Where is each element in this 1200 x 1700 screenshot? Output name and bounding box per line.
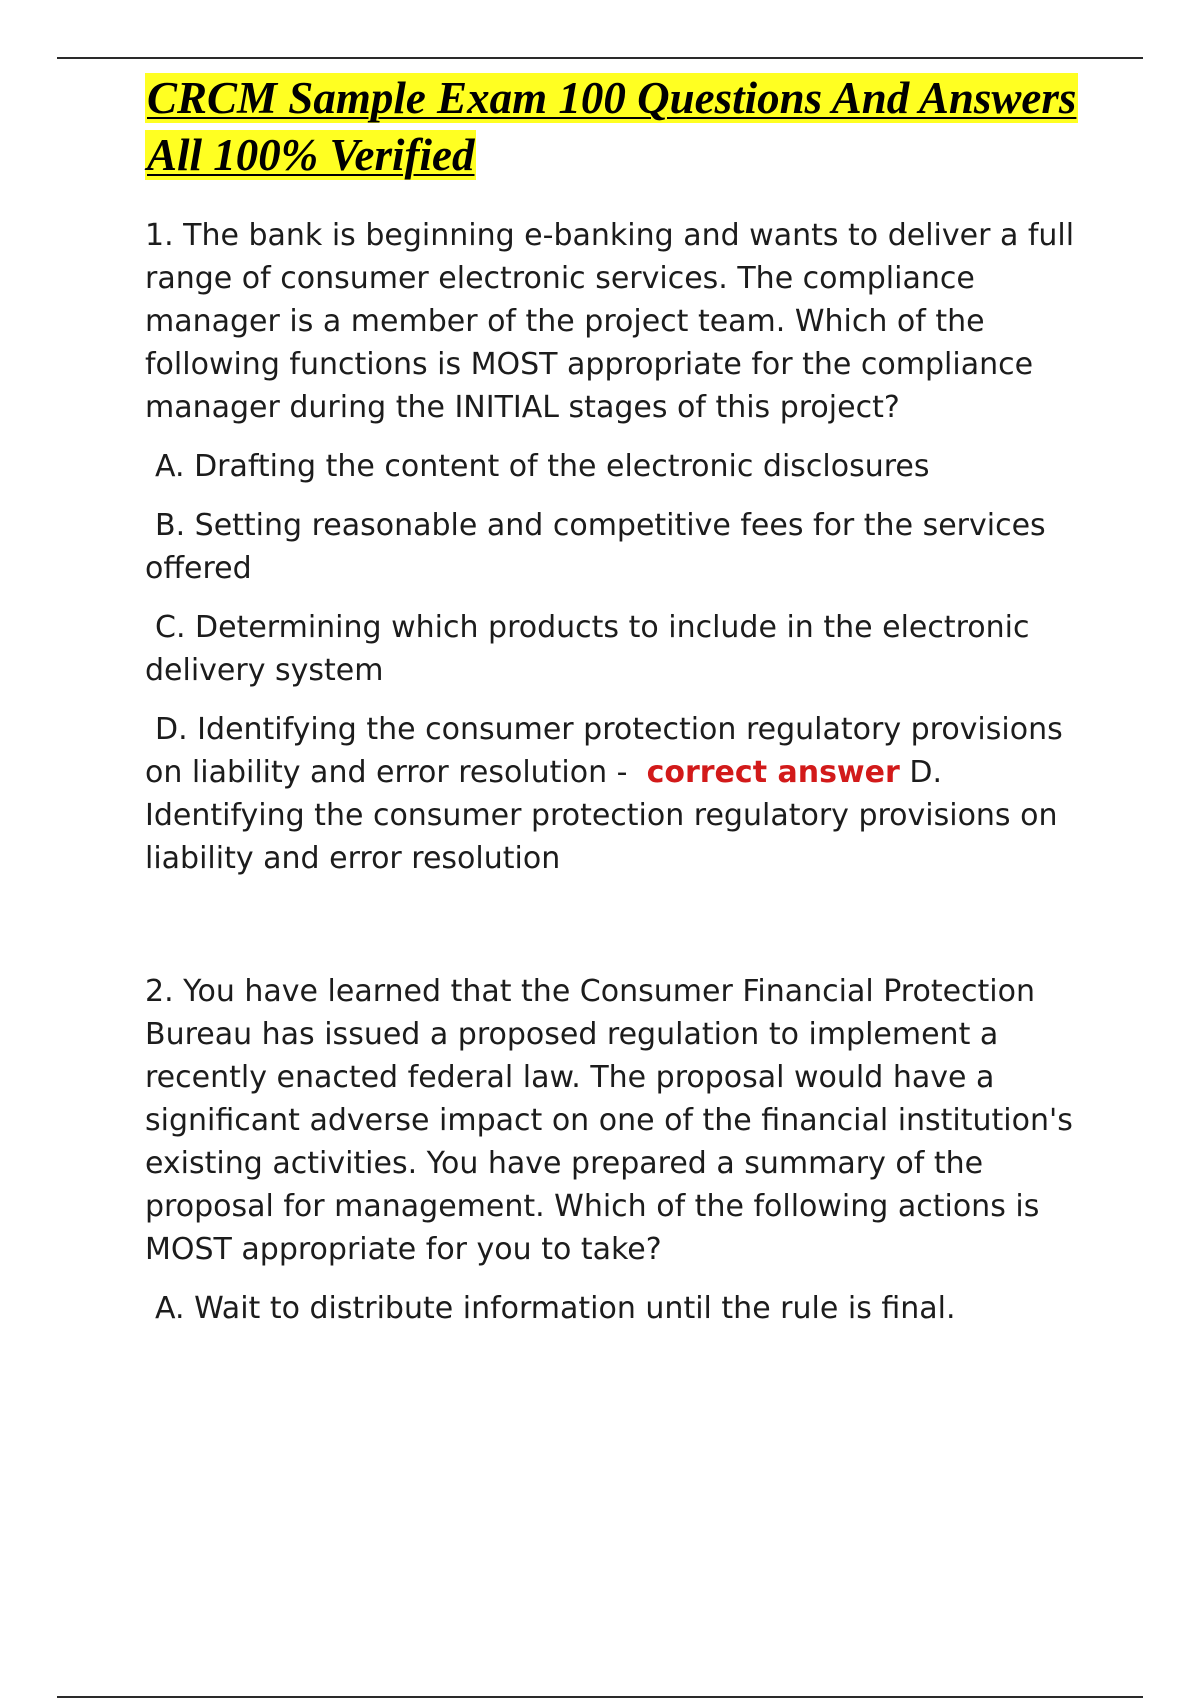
question-1 — [145, 214, 1095, 880]
answer-option-d: D. Identifying the consumer protection regulatory provisions on liability and error resolution - correct answer D. Identifying the consumer protection regulatory provisions on liability and error resolution — [145, 712, 1063, 876]
answer-option-a: A. Drafting the content of the electronic disclosures — [155, 449, 930, 484]
footer-rule — [57, 1696, 1143, 1698]
question-stem: 2. You have learned that the Consumer Financial Protection Bureau has issued a proposed regulation to implement a recently enacted federal law. The proposal would have a significant adverse impact on one of the financial institution's existing activities. You have prepared a summary of the proposal for management. Which of the following actions is MOST appropriate for you to take? — [145, 974, 1073, 1267]
document-page — [145, 70, 1095, 1346]
document-title — [145, 70, 1095, 184]
correct-answer-label: correct answer — [646, 755, 900, 790]
question-spacer — [145, 896, 1095, 970]
correct-answer-text: D. Identifying the consumer protection regulatory provisions on liability and error resolution — [145, 755, 1058, 876]
answer-option-a: A. Wait to distribute information until the rule is final. — [155, 1291, 956, 1326]
answer-option-b: B. Setting reasonable and competitive fees for the services offered — [145, 508, 1046, 586]
answer-option-c: C. Determining which products to include in the electronic delivery system — [145, 610, 1030, 688]
header-rule — [57, 57, 1143, 59]
question-stem: 1. The bank is beginning e-banking and wants to deliver a full range of consumer electronic services. The compliance manager is a member of the project team. Which of the following functions is MOST appropriate for the compliance manager during the INITIAL stages of this project? — [145, 218, 1075, 425]
question-2 — [145, 970, 1095, 1330]
title-highlight: CRCM Sample Exam 100 Questions And Answers All 100% Verified — [147, 73, 1077, 180]
